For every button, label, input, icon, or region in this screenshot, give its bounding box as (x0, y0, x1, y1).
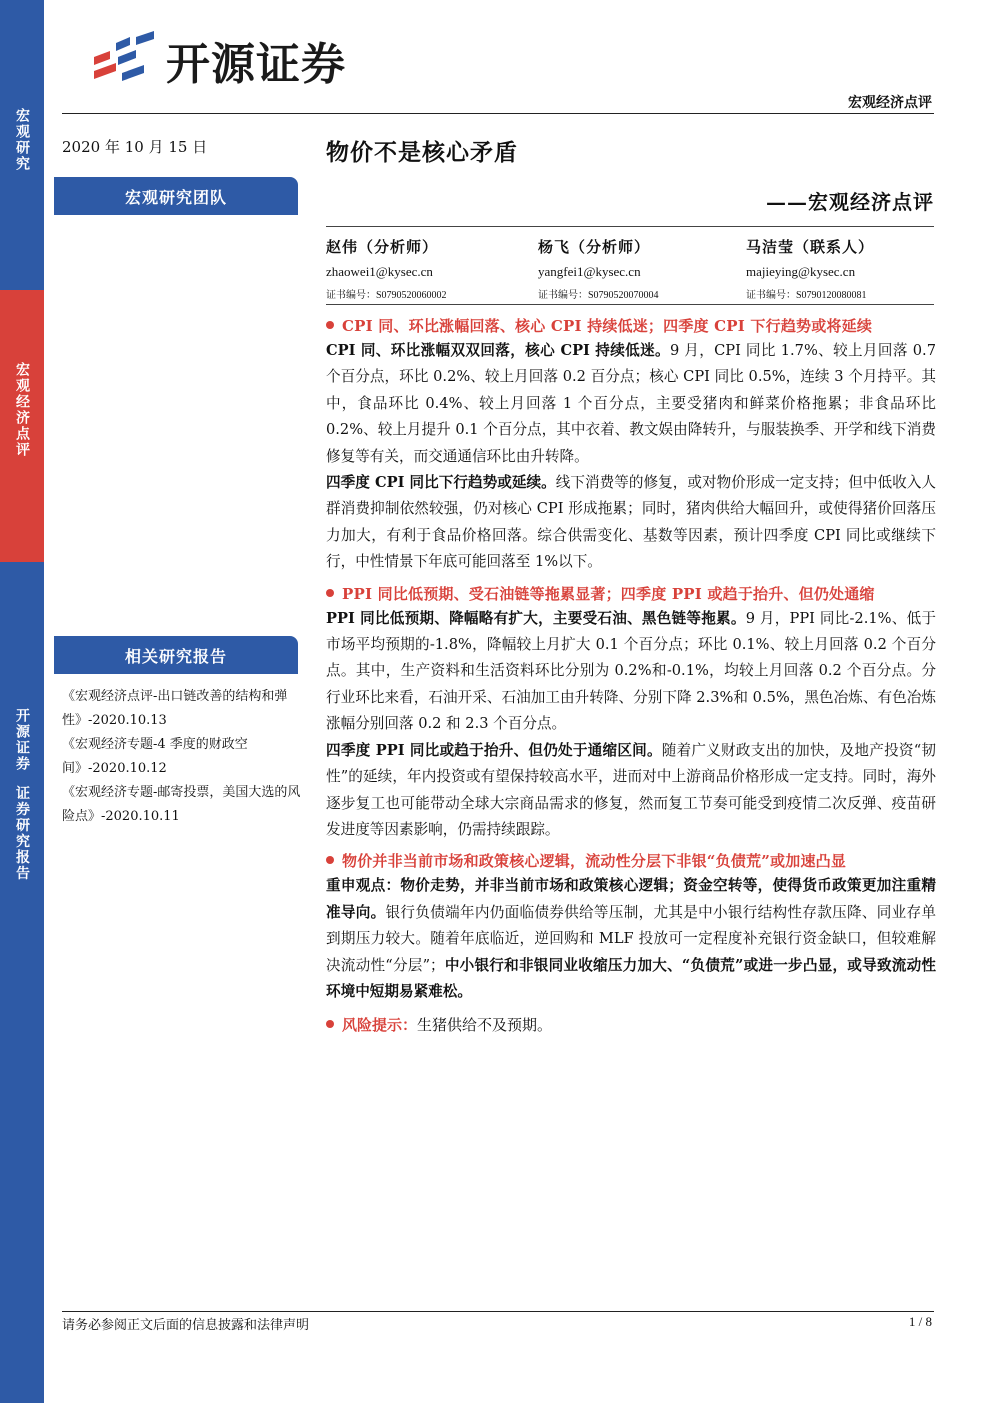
company-logo (86, 28, 346, 92)
paragraph-text: 9 月，PPI 同比-2.1%、低于市场平均预期的-1.8%，降幅较上月扩大 0.1 个百分点；环比 0.1%、较上月回落 0.2 个百分点。其中，生产资料和生活资料环比分别为 0.2%和-0.1%，均较上月回落 0.2 个百分点。分行业环比来看，石油开采、石油加工由升转降、分别下降 2.3%和 0.5%，黑色冶炼、有色冶炼涨幅分别回落 0.2 和 2.3 个百分点。 (326, 609, 936, 733)
paragraph-lead: 重申观点：物价走势，并非当前市场和政策核心逻辑；资金空转等，使得货币政策更加注重精准导向。 (326, 877, 936, 921)
bullet-dot-icon (326, 856, 334, 864)
related-reports-label: 相关研究报告 (124, 646, 227, 666)
analyst-card (538, 236, 738, 301)
title-divider (326, 226, 934, 227)
section-heading (326, 582, 936, 606)
related-reports-list (62, 685, 310, 829)
bullet-dot-icon (326, 1020, 334, 1028)
related-report-item[interactable]: 《宏观经济专题-邮寄投票，美国大选的风险点》-2020.10.11 (62, 785, 301, 824)
report-subtitle: ——宏观经济点评 (766, 190, 934, 214)
bullet-dot-icon (326, 321, 334, 329)
report-title: 物价不是核心矛盾 (326, 139, 518, 166)
section-paragraph (326, 873, 936, 1005)
section-liquidity (326, 849, 936, 1005)
paragraph-text: 随着广义财政支出的加快，及地产投资“韧性”的延续，年内投资或有望保持较高水平，进而对中上游商品价格形成一定支持。同时，海外逐步复工也可能带动全球大宗商品需求的修复，然而复工节奏可能受到疫情二次反弹、疫苗研发进度等因素影响，仍需持续跟踪。 (326, 741, 936, 838)
related-report-item[interactable]: 《宏观经济专题-4 季度的财政空间》-2020.10.12 (62, 737, 248, 776)
header-divider (62, 113, 934, 114)
cert-number: S0790520070004 (588, 290, 659, 301)
section-heading (326, 849, 936, 873)
section-heading (326, 314, 936, 338)
footer-disclaimer: 请务必参阅正文后面的信息披露和法律声明 (62, 1318, 310, 1333)
sidebar-label-macro-research: 宏观研究 (14, 108, 30, 172)
sidebar-label-securities-report: 开源证券 证券研究报告 (14, 708, 30, 882)
cert-number: S0790520060002 (376, 290, 447, 301)
section-paragraph (326, 738, 936, 844)
section-heading-text: PPI 同比低预期、受石油链等拖累显著；四季度 PPI 或趋于抬升、但仍处通缩 (342, 584, 875, 603)
page-number: 1 / 8 (908, 1314, 932, 1329)
section-risk (326, 1013, 936, 1037)
paragraph-lead: PPI 同比低预期、降幅略有扩大，主要受石油、黑色链等拖累。 (326, 609, 746, 627)
analyst-email[interactable]: yangfei1@kysec.cn (538, 264, 641, 279)
sidebar-section-macro-commentary (0, 290, 44, 562)
analyst-email[interactable]: majieying@kysec.cn (746, 264, 856, 279)
analyst-cert (538, 286, 738, 301)
logo-text: 开源证券 (166, 39, 346, 90)
paragraph-text: 银行负债端年内仍面临债券供给等压制，尤其是中小银行结构性存款压降、同业存单到期压力较大。随着年底临近，逆回购和 MLF 投放可一定程度补充银行资金缺口，但较难解决流动性“分层”； (326, 903, 936, 974)
bullet-dot-icon (326, 589, 334, 597)
risk-label: 风险提示： (342, 1016, 418, 1035)
analyst-name: 赵伟（分析师） (326, 238, 439, 256)
risk-warning (326, 1013, 936, 1037)
report-date: 2020 年 10 月 15 日 (62, 138, 208, 156)
section-ppi (326, 582, 936, 844)
analyst-name: 杨飞（分析师） (538, 238, 651, 256)
paragraph-text: 9 月，CPI 同比 1.7%、较上月回落 0.7 个百分点，环比 0.2%、较上月回落 0.2 百分点；核心 CPI 同比 0.5%，连续 3 个月持平。其中，食品环比 0.4%、较上月回落 1 个百分点，主要受猪肉和鲜菜价格拖累；非食品环比 0.2%、较上月提升 0.1 个百分点，其中衣着、教文娱由降转升，与服装换季、开学和线下消费修复等有关，而交通通信环比由升转降。 (326, 342, 936, 465)
section-cpi (326, 314, 936, 576)
team-label: 宏观研究团队 (124, 187, 227, 207)
team-label-box (54, 177, 298, 215)
cert-label: 证书编号： (326, 290, 376, 301)
section-heading-text: 物价并非当前市场和政策核心逻辑，流动性分层下非银“负债荒”或加速凸显 (342, 852, 847, 871)
logo-mark-icon (86, 29, 160, 91)
analyst-cert (326, 286, 526, 301)
header-report-type: 宏观经济点评 (848, 95, 932, 111)
cert-label: 证书编号： (538, 290, 588, 301)
paragraph-lead: CPI 同、环比涨幅双双回落，核心 CPI 持续低迷。 (326, 342, 670, 359)
analyst-card (326, 236, 526, 301)
section-paragraph (326, 470, 936, 576)
paragraph-text: 线下消费等的修复，或对物价形成一定支持；但中低收入人群消费抑制依然较强，仍对核心 CPI 形成拖累；同时，猪肉供给大幅回升，或使得猪价回落压力加大，有利于食品价格回落。综合供需变化、基数等因素，预计四季度 CPI 同比或继续下行，中性情景下年底可能回落至 1%以下。 (326, 474, 936, 571)
analyst-card (746, 236, 946, 301)
analyst-divider (326, 304, 934, 305)
paragraph-lead: 四季度 CPI 同比下行趋势或延续。 (326, 474, 556, 492)
paragraph-lead: 四季度 PPI 同比或趋于抬升、但仍处于通缩区间。 (326, 741, 662, 759)
section-paragraph (326, 606, 936, 738)
analyst-cert (746, 286, 946, 301)
related-reports-box (54, 636, 298, 674)
report-body (326, 314, 936, 1037)
analyst-email[interactable]: zhaowei1@kysec.cn (326, 264, 433, 279)
risk-text: 生猪供给不及预期。 (417, 1016, 553, 1035)
related-report-item[interactable]: 《宏观经济点评-出口链改善的结构和弹性》-2020.10.13 (62, 689, 288, 728)
section-paragraph (326, 338, 936, 470)
sidebar-section-macro-research (0, 0, 44, 290)
sidebar-section-securities-report (0, 562, 44, 1403)
analyst-name: 马洁莹（联系人） (746, 238, 875, 256)
left-sidebar (0, 0, 44, 1403)
paragraph-conclusion: 中小银行和非银同业收缩压力加大、“负债荒”或进一步凸显，或导致流动性环境中短期易紧难松。 (326, 956, 936, 1000)
sidebar-label-macro-commentary: 宏观经济点评 (14, 362, 30, 458)
cert-label: 证书编号： (746, 290, 796, 301)
footer-divider (62, 1311, 934, 1312)
section-heading-text: CPI 同、环比涨幅回落、核心 CPI 持续低迷；四季度 CPI 下行趋势或将延续 (342, 317, 873, 335)
cert-number: S0790120080081 (796, 290, 867, 301)
